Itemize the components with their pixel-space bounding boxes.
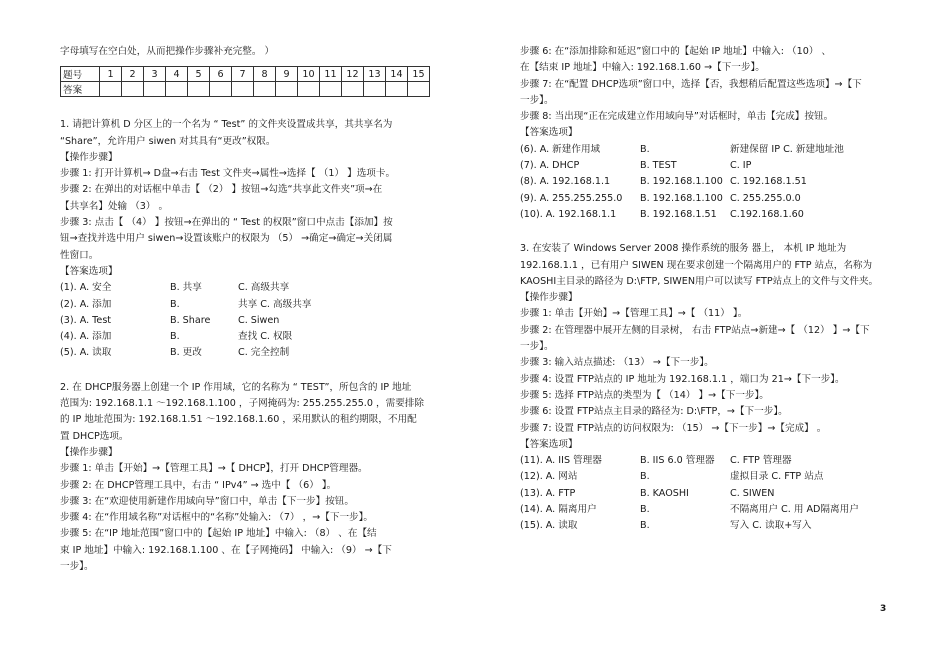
- table-answer-cell: [364, 82, 386, 97]
- option-row: [520, 518, 892, 534]
- option-choice: C.192.168.1.60: [730, 208, 804, 220]
- table-answer-cell: [386, 82, 408, 97]
- answer-table-answer-row: [61, 82, 430, 97]
- table-answer-cell: [408, 82, 430, 97]
- table-header-cell: 9: [276, 67, 298, 82]
- table-header-cell: 4: [166, 67, 188, 82]
- option-choice: (13). A. FTP: [520, 487, 576, 499]
- table-answer-cell: [254, 82, 276, 97]
- option-choice: (9). A. 255.255.255.0: [520, 192, 623, 204]
- option-choice: (5). A. 读取: [60, 347, 112, 359]
- option-row: [60, 313, 446, 329]
- table-answer-cell: 答案: [61, 82, 100, 97]
- text-line: “Share”，允许用户 siwen 对其具有“更改”权限。: [60, 135, 276, 147]
- text-line: 步骤 2: 在弹出的对话框中单击【 （2） 】按钮→勾选“共享此文件夹”项→在: [60, 184, 383, 196]
- table-answer-cell: [276, 82, 298, 97]
- option-row: [520, 158, 892, 174]
- text-line: 步骤 1: 单击【开始】→【管理工具】→【 （11） 】。: [520, 308, 748, 320]
- option-choice: B. 共享: [170, 282, 202, 294]
- option-row: [60, 329, 446, 345]
- text-line: 【答案选项】: [520, 438, 578, 450]
- text-line: 【操作步骤】: [520, 292, 578, 304]
- text-line: 步骤 4: 设置 FTP站点的 IP 地址为 192.168.1.1 ，端口为 21→【下一步】。: [520, 373, 845, 385]
- question-3-options: [520, 453, 892, 534]
- table-answer-cell: [320, 82, 342, 97]
- text-line: 【答案选项】: [520, 127, 578, 139]
- text-line: 3. 在安装了 Windows Server 2008 操作系统的服务 器上， 本机 IP 地址为: [520, 243, 847, 255]
- option-choice: (2). A. 添加: [60, 298, 112, 310]
- option-choice: B.: [640, 520, 650, 532]
- text-line: 步骤 2: 在管理器中展开左侧的目录树， 右击 FTP站点→新建→【 （12） 】→【下: [520, 324, 870, 336]
- table-answer-cell: [298, 82, 320, 97]
- intro-text: 字母填写在空白处，从而把操作步骤补充完整。 ）: [60, 46, 275, 57]
- table-answer-cell: [210, 82, 232, 97]
- option-row: [60, 345, 446, 361]
- text-line: 置 DHCP选项。: [60, 430, 129, 442]
- table-answer-cell: [342, 82, 364, 97]
- text-line: 步骤 5: 在“IP 地址范围”窗口中的【起始 IP 地址】中输入: （8） 、在【结: [60, 528, 377, 540]
- option-choice: C. 完全控制: [238, 347, 290, 359]
- text-line: 步骤 6: 在“添加排除和延迟”窗口中的【起始 IP 地址】中输入: （10） 、: [520, 46, 832, 57]
- option-choice: B.: [170, 331, 180, 343]
- table-header-cell: 8: [254, 67, 276, 82]
- left-column: [60, 44, 446, 575]
- text-line: 步骤 8: 当出现“正在完成建立作用域向导”对话框时，单击【完成】按钮。: [520, 111, 834, 123]
- option-choice: (10). A. 192.168.1.1: [520, 208, 617, 220]
- option-row: [520, 502, 892, 518]
- option-choice: 写入 C. 读取+写入: [730, 520, 812, 532]
- option-choice: C. IP: [730, 160, 752, 172]
- option-row: [520, 469, 892, 485]
- option-choice: 不隔离用户 C. 用 AD隔离用户: [730, 504, 859, 516]
- option-choice: B.: [640, 504, 650, 516]
- text-line: 束 IP 地址】中输入: 192.168.1.100 、在【子网掩码】 中输入: （9） →【下: [60, 544, 392, 556]
- option-choice: (6). A. 新建作用域: [520, 143, 601, 155]
- text-line: 在【结束 IP 地址】中输入: 192.168.1.60 →【下一步】。: [520, 62, 765, 74]
- text-line: 步骤 3: 在“欢迎使用新建作用域向导”窗口中，单击【下一步】按钮。: [60, 495, 354, 507]
- right-column: [520, 44, 892, 535]
- option-choice: (1). A. 安全: [60, 282, 112, 294]
- table-header-cell: 10: [298, 67, 320, 82]
- option-choice: B. Share: [170, 314, 211, 326]
- option-choice: B. IIS 6.0 管理器: [640, 455, 715, 467]
- table-answer-cell: [166, 82, 188, 97]
- option-choice: (14). A. 隔离用户: [520, 504, 597, 516]
- text-line: 步骤 6: 设置 FTP站点主目录的路径为: D:\FTP，→【下一步】。: [520, 406, 788, 418]
- option-row: [520, 486, 892, 502]
- option-choice: 新建保留 IP C. 新建地址池: [730, 143, 844, 155]
- option-choice: B.: [640, 471, 650, 483]
- option-choice: B. 192.168.1.100: [640, 176, 723, 188]
- text-line: 步骤 1: 打开计算机→ D盘→右击 Test 文件夹→属性→选择【 （1） 】选项卡。: [60, 168, 396, 180]
- option-choice: (11). A. IIS 管理器: [520, 455, 602, 467]
- table-header-cell: 6: [210, 67, 232, 82]
- answer-table-header-row: [61, 67, 430, 82]
- table-header-cell: 1: [100, 67, 122, 82]
- option-choice: (3). A. Test: [60, 314, 112, 326]
- option-choice: B.: [170, 298, 180, 310]
- option-choice: B. 192.168.1.100: [640, 192, 723, 204]
- option-choice: C. 255.255.0.0: [730, 192, 801, 204]
- table-answer-cell: [100, 82, 122, 97]
- text-line: 步骤 2: 在 DHCP管理工具中，右击 “ IPv4” → 选中【 （6） 】。: [60, 479, 337, 491]
- text-line: 一步】。: [520, 94, 554, 106]
- text-line: 步骤 3: 点击【 （4） 】按钮→在弹出的 “ Test 的权限”窗口中点击【添加】按: [60, 217, 393, 229]
- text-line: 步骤 4: 在“作用域名称”对话框中的“名称”处输入: （7） ，→【下一步】。: [60, 512, 374, 524]
- table-answer-cell: [188, 82, 210, 97]
- table-answer-cell: [144, 82, 166, 97]
- text-line: 【操作步骤】: [60, 446, 118, 458]
- option-choice: B. 更改: [170, 347, 202, 359]
- text-line: 范围为: 192.168.1.1 ～192.168.1.100 ，子网掩码为: 255.255.255.0 ，需要排除: [60, 398, 424, 410]
- text-line: 2. 在 DHCP服务器上创建一个 IP 作用域，它的名称为 “ TEST”，所包含的 IP 地址: [60, 381, 412, 393]
- text-line: 一步】。: [60, 561, 94, 573]
- table-header-cell: 题号: [61, 67, 100, 82]
- option-choice: (4). A. 添加: [60, 331, 112, 343]
- page-number: 3: [880, 604, 887, 614]
- option-choice: C. SIWEN: [730, 487, 775, 499]
- table-header-cell: 13: [364, 67, 386, 82]
- table-header-cell: 14: [386, 67, 408, 82]
- question-2-options: [520, 142, 892, 223]
- option-choice: 共享 C. 高级共享: [238, 298, 312, 310]
- option-row: [520, 191, 892, 207]
- question-3: [520, 241, 892, 453]
- option-choice: (12). A. 网站: [520, 471, 578, 483]
- text-line: 步骤 1: 单击【开始】→【管理工具】→【 DHCP】，打开 DHCP管理器。: [60, 463, 368, 475]
- question-2-continued: [520, 44, 892, 142]
- option-row: [60, 297, 446, 313]
- text-line: 的 IP 地址范围为: 192.168.1.51 ～192.168.1.60 ，采用默认的租约期限，不用配: [60, 414, 417, 426]
- question-2: [60, 380, 446, 576]
- table-header-cell: 2: [122, 67, 144, 82]
- option-row: [520, 207, 892, 223]
- text-line: 【答案选项】: [60, 265, 118, 277]
- option-choice: B. 192.168.1.51: [640, 208, 717, 220]
- table-header-cell: 15: [408, 67, 430, 82]
- text-line: 性窗口。: [60, 249, 99, 261]
- option-choice: B.: [640, 143, 650, 155]
- option-choice: (7). A. DHCP: [520, 160, 580, 172]
- text-line: 【操作步骤】: [60, 151, 118, 163]
- text-line: 【共享名】处输 （3） 。: [60, 200, 169, 212]
- table-header-cell: 3: [144, 67, 166, 82]
- option-row: [520, 453, 892, 469]
- table-answer-cell: [232, 82, 254, 97]
- option-choice: C. 高级共享: [238, 282, 290, 294]
- option-choice: C. 192.168.1.51: [730, 176, 807, 188]
- text-line: 步骤 5: 选择 FTP站点的类型为【 （14） 】→【下一步】。: [520, 389, 769, 401]
- text-line: 1. 请把计算机 D 分区上的一个名为 “ Test” 的文件夹设置成共享，其共享名为: [60, 119, 393, 131]
- question-1-options: [60, 280, 446, 361]
- text-line: 钮→查找并选中用户 siwen→设置该账户的权限为 （5） →确定→确定→关闭属: [60, 233, 393, 245]
- question-1: [60, 117, 446, 280]
- option-choice: 虚拟目录 C. FTP 站点: [730, 471, 824, 483]
- option-row: [520, 174, 892, 190]
- text-line: 192.168.1.1 ，已有用户 SIWEN 现在要求创建一个隔离用户的 FTP 站点，名称为: [520, 259, 873, 271]
- option-choice: C. Siwen: [238, 314, 280, 326]
- text-line: 步骤 7: 设置 FTP站点的访问权限为: （15） →【下一步】→【完成】 。: [520, 422, 827, 434]
- option-choice: B. TEST: [640, 160, 677, 172]
- option-choice: C. FTP 管理器: [730, 455, 792, 467]
- option-choice: 查找 C. 权限: [238, 331, 293, 343]
- option-choice: (8). A. 192.168.1.1: [520, 176, 611, 188]
- table-header-cell: 7: [232, 67, 254, 82]
- text-line: 步骤 7: 在“配置 DHCP选项”窗口中，选择【否，我想稍后配置这些选项】→【下: [520, 78, 862, 90]
- table-header-cell: 5: [188, 67, 210, 82]
- option-choice: (15). A. 读取: [520, 520, 578, 532]
- option-row: [520, 142, 892, 158]
- option-row: [60, 280, 446, 296]
- table-answer-cell: [122, 82, 144, 97]
- text-line: KAOSHI主目录的路径为 D:\FTP, SIWEN用户可以读写 FTP站点上的文件与文件夹。: [520, 275, 879, 287]
- table-header-cell: 12: [342, 67, 364, 82]
- text-line: 一步】。: [520, 341, 554, 353]
- text-line: 步骤 3: 输入站点描述: （13） →【下一步】。: [520, 357, 714, 369]
- option-choice: B. KAOSHI: [640, 487, 689, 499]
- answer-table: [60, 66, 430, 97]
- table-header-cell: 11: [320, 67, 342, 82]
